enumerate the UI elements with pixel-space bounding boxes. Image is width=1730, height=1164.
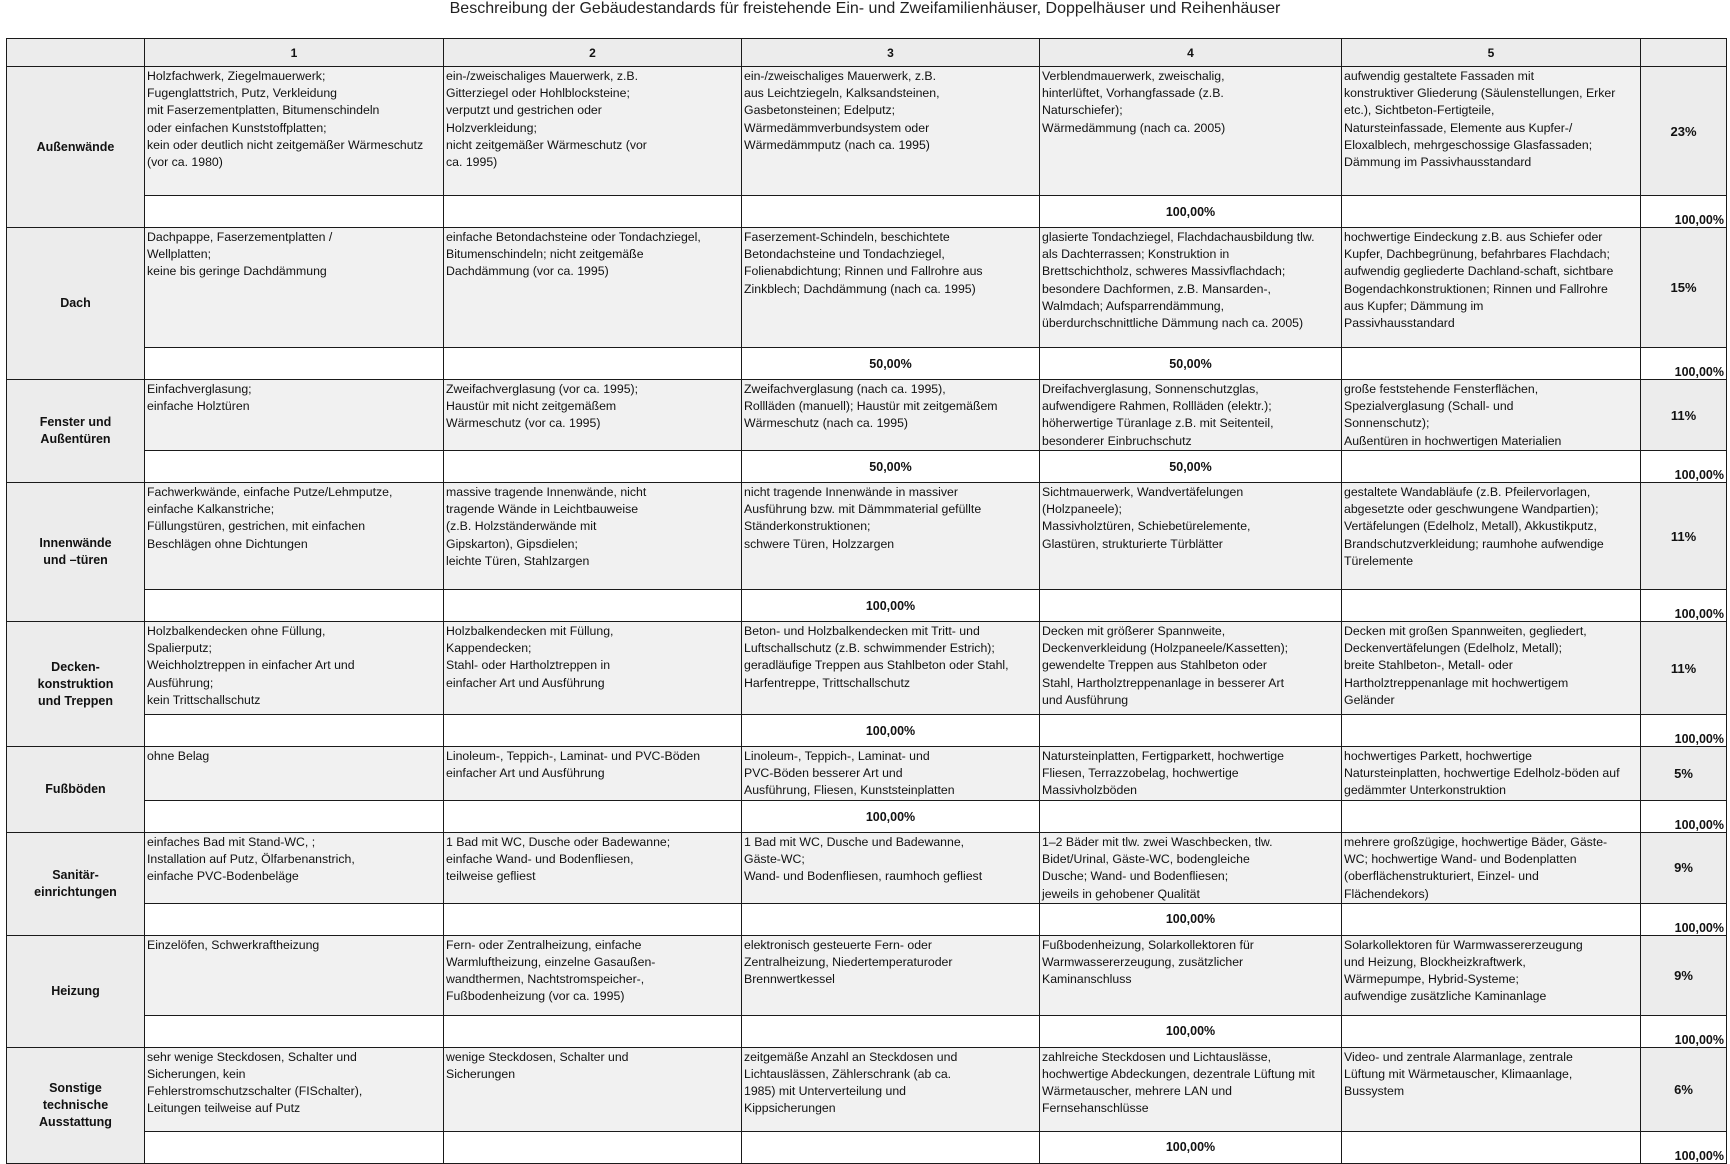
description-text: ohne Belag bbox=[147, 749, 210, 763]
share-level-5 bbox=[1342, 801, 1641, 833]
description-text: elektronisch gesteuerte Fern- oder Zentralheizung, Niedertemperaturoder Brennwertkessel bbox=[744, 937, 953, 987]
share-level-3: 100,00% bbox=[742, 801, 1040, 833]
row-label bbox=[7, 622, 145, 747]
standard-description-level-2 bbox=[444, 228, 742, 348]
share-row bbox=[7, 1131, 1727, 1163]
weight-percentage: 9% bbox=[1641, 833, 1727, 904]
share-level-4: 50,00% bbox=[1040, 348, 1342, 380]
share-row bbox=[7, 348, 1727, 380]
description-text: Video- und zentrale Alarmanlage, zentrale Lüftung mit Wärmetauscher, Klimaanlage, Bussystem bbox=[1344, 1049, 1573, 1099]
share-level-1 bbox=[145, 1015, 444, 1047]
description-text: Sichtmauerwerk, Wandvertäfelungen (Holzpaneele); Massivholztüren, Schiebetürelemente, Glastüren, strukturierte Türblätter bbox=[1042, 485, 1251, 551]
standard-description-level-2 bbox=[444, 935, 742, 1015]
header-level-4: 4 bbox=[1040, 39, 1342, 67]
share-level-3: 100,00% bbox=[742, 715, 1040, 747]
standard-description-level-3 bbox=[742, 67, 1040, 196]
building-standards-table bbox=[6, 38, 1727, 1164]
description-text: Linoleum-, Teppich-, Laminat- und PVC-Böden besserer Art und Ausführung, Fliesen, Kunststeinplatten bbox=[744, 749, 955, 798]
share-level-5 bbox=[1342, 348, 1641, 380]
share-total: 100,00% bbox=[1641, 1015, 1727, 1047]
description-text: große feststehende Fensterflächen, Spezialverglasung (Schall- und Sonnenschutz); Außentüren in hochwertigen Materialien bbox=[1344, 382, 1562, 448]
weight-percentage: 11% bbox=[1641, 622, 1727, 715]
share-row bbox=[7, 715, 1727, 747]
share-level-5 bbox=[1342, 903, 1641, 935]
standard-description-level-2 bbox=[444, 380, 742, 451]
standard-description-level-5 bbox=[1342, 747, 1641, 801]
share-total: 100,00% bbox=[1641, 903, 1727, 935]
standard-description-level-5 bbox=[1342, 67, 1641, 196]
description-text: zeitgemäße Anzahl an Steckdosen und Lichtauslässen, Zählerschrank (ab ca. 1985) mit Unterverteilung und Kippsicherungen bbox=[744, 1049, 958, 1116]
description-text: glasierte Tondachziegel, Flachdachausbildung tlw. als Dachterrassen; Konstruktion in Brettschichtholz, schweres Massivflachdach; besondere Dachformen, z.B. Mansarden-, Walmdach; Aufsparrendämmung, überdurchschnittliche Dämmung nach ca. 2005) bbox=[1042, 230, 1315, 331]
description-text: aufwendig gestaltete Fassaden mit konstruktiver Gliederung (Säulenstellungen, Erker etc.), Sichtbeton-Fertigteile, Natursteinfassade, Elemente aus Kupfer-/ Eloxalblech, mehrgeschossige Glasfassaden; Dämmung im Passivhausstandard bbox=[1344, 69, 1616, 170]
standard-description-level-3 bbox=[742, 747, 1040, 801]
share-level-1 bbox=[145, 348, 444, 380]
description-text: massive tragende Innenwände, nicht tragende Wände in Leichtbauweise (z.B. Holzständerwände mit Gipskarton), Gipsdielen; leichte Türen, Stahlzargen bbox=[446, 485, 647, 568]
standard-description-level-5 bbox=[1342, 935, 1641, 1015]
description-text: hochwertige Eindeckung z.B. aus Schiefer oder Kupfer, Dachbegrünung, befahrbares Flachdach; aufwendig gegliederte Dachland-schaft, sichtbare Bogendachkonstruktionen; Rinnen und Fallrohre aus Kupfer; Dämmung im Passivhausstandard bbox=[1344, 230, 1614, 331]
description-text: gestaltete Wandabläufe (z.B. Pfeilervorlagen, abgesetzte oder geschwungene Wandpartien); Vertäfelungen (Edelholz, Metall), Akkustikputz, Brandschutzverkleidung; raumhohe aufwendige Türelemente bbox=[1344, 485, 1604, 568]
header-row bbox=[7, 39, 1727, 67]
table-row bbox=[7, 67, 1727, 196]
description-text: Decken mit großen Spannweiten, gegliedert, Deckenvertäfelungen (Edelholz, Metall); breite Stahlbeton-, Metall- oder Hartholztreppenanlage mit hochwertigem Geländer bbox=[1344, 624, 1587, 707]
share-level-5 bbox=[1342, 715, 1641, 747]
share-level-1 bbox=[145, 196, 444, 228]
description-text: Dachpappe, Faserzementplatten / Wellplatten; keine bis geringe Dachdämmung bbox=[147, 230, 333, 279]
table-row bbox=[7, 622, 1727, 715]
share-level-3 bbox=[742, 1015, 1040, 1047]
standard-description-level-2 bbox=[444, 833, 742, 904]
share-total: 100,00% bbox=[1641, 1131, 1727, 1163]
description-text: 1–2 Bäder mit tlw. zwei Waschbecken, tlw. Bidet/Urinal, Gäste-WC, bodengleiche Dusche; Wand- und Bodenfliesen; jeweils in gehobener Qualität bbox=[1042, 835, 1273, 901]
share-total: 100,00% bbox=[1641, 348, 1727, 380]
standard-description-level-1 bbox=[145, 1047, 444, 1131]
description-text: Zweifachverglasung (vor ca. 1995); Haustür mit nicht zeitgemäßem Wärmeschutz (vor ca. 1995) bbox=[446, 382, 639, 431]
share-level-1 bbox=[145, 801, 444, 833]
row-label bbox=[7, 228, 145, 380]
standard-description-level-2 bbox=[444, 67, 742, 196]
table-row bbox=[7, 228, 1727, 348]
share-level-5 bbox=[1342, 1131, 1641, 1163]
description-text: einfache Betondachsteine oder Tondachziegel, Bitumenschindeln; nicht zeitgemäße Dachdämmung (vor ca. 1995) bbox=[446, 230, 701, 279]
standard-description-level-5 bbox=[1342, 622, 1641, 715]
standard-description-level-2 bbox=[444, 483, 742, 590]
description-text: Faserzement-Schindeln, beschichtete Betondachsteine und Tondachziegel, Folienabdichtung; Rinnen und Fallrohre aus Zinkblech; Dachdämmung (nach ca. 1995) bbox=[744, 230, 983, 296]
weight-percentage: 11% bbox=[1641, 483, 1727, 590]
description-text: ein-/zweischaliges Mauerwerk, z.B. aus Leichtziegeln, Kalksandsteinen, Gasbetonsteinen; Edelputz; Wärmedämmverbundsystem oder Wärmedämmputz (nach ca. 1995) bbox=[744, 69, 940, 152]
standard-description-level-3 bbox=[742, 483, 1040, 590]
standard-description-level-3 bbox=[742, 622, 1040, 715]
description-text: hochwertiges Parkett, hochwertige Natursteinplatten, hochwertige Edelholz-böden auf gedämmter Unterkonstruktion bbox=[1344, 749, 1620, 798]
description-text: Einfachverglasung; einfache Holztüren bbox=[147, 382, 252, 414]
weight-percentage: 23% bbox=[1641, 67, 1727, 196]
standard-description-level-4 bbox=[1040, 228, 1342, 348]
share-level-2 bbox=[444, 1015, 742, 1047]
weight-percentage: 15% bbox=[1641, 228, 1727, 348]
description-text: Linoleum-, Teppich-, Laminat- und PVC-Böden einfacher Art und Ausführung bbox=[446, 749, 701, 781]
share-level-3: 50,00% bbox=[742, 451, 1040, 483]
share-level-1 bbox=[145, 451, 444, 483]
share-total: 100,00% bbox=[1641, 590, 1727, 622]
share-level-4 bbox=[1040, 590, 1342, 622]
description-text: ein-/zweischaliges Mauerwerk, z.B. Gitterziegel oder Hohlblocksteine; verputzt und gestrichen oder Holzverkleidung; nicht zeitgemäßer Wärmeschutz (vor ca. 1995) bbox=[446, 69, 647, 170]
description-text: Holzfachwerk, Ziegelmauerwerk; Fugenglattstrich, Putz, Verkleidung mit Faserzementplatten, Bitumenschindeln oder einfachen Kunststoffplatten; kein oder deutlich nicht zeitgemäßer Wärmeschutz (vor ca. 1980) bbox=[147, 69, 424, 170]
standard-description-level-3 bbox=[742, 833, 1040, 904]
standard-description-level-1 bbox=[145, 747, 444, 801]
description-text: Solarkollektoren für Warmwassererzeugung und Heizung, Blockheizkraftwerk, Wärmepumpe, Hybrid-Systeme; aufwendige zusätzliche Kaminanlage bbox=[1344, 937, 1583, 1004]
share-row bbox=[7, 903, 1727, 935]
share-level-2 bbox=[444, 801, 742, 833]
standard-description-level-5 bbox=[1342, 380, 1641, 451]
row-label bbox=[7, 833, 145, 936]
row-label bbox=[7, 67, 145, 228]
table-row bbox=[7, 1047, 1727, 1131]
share-level-5 bbox=[1342, 451, 1641, 483]
standard-description-level-5 bbox=[1342, 833, 1641, 904]
share-row bbox=[7, 801, 1727, 833]
share-level-2 bbox=[444, 590, 742, 622]
share-total: 100,00% bbox=[1641, 451, 1727, 483]
share-level-2 bbox=[444, 196, 742, 228]
header-weight bbox=[1641, 39, 1727, 67]
standard-description-level-4 bbox=[1040, 935, 1342, 1015]
share-level-4: 100,00% bbox=[1040, 196, 1342, 228]
standard-description-level-1 bbox=[145, 228, 444, 348]
weight-percentage: 5% bbox=[1641, 747, 1727, 801]
share-level-4 bbox=[1040, 715, 1342, 747]
row-label-text: Decken- konstruktion und Treppen bbox=[37, 659, 114, 708]
share-row bbox=[7, 590, 1727, 622]
description-text: 1 Bad mit WC, Dusche und Badewanne, Gäste-WC; Wand- und Bodenfliesen, raumhoch gefliest bbox=[744, 835, 983, 884]
standard-description-level-3 bbox=[742, 935, 1040, 1015]
description-text: Decken mit größerer Spannweite, Deckenverkleidung (Holzpaneele/Kassetten); gewendelte Treppen aus Stahlbeton oder Stahl, Hartholztreppenanlage in besserer Art und Ausführung bbox=[1042, 624, 1289, 707]
description-text: Holzbalkendecken ohne Füllung, Spalierputz; Weichholztreppen in einfacher Art und Ausführung; kein Trittschallschutz bbox=[147, 624, 355, 707]
description-text: Fußbodenheizung, Solarkollektoren für Warmwassererzeugung, zusätzlicher Kaminanschluss bbox=[1042, 937, 1254, 987]
row-label bbox=[7, 1047, 145, 1163]
description-text: mehrere großzügige, hochwertige Bäder, Gäste- WC; hochwertige Wand- und Bodenplatten (oberflächenstrukturiert, Einzel- und Flächendekors) bbox=[1344, 835, 1608, 901]
share-level-2 bbox=[444, 451, 742, 483]
description-text: Fern- oder Zentralheizung, einfache Warmluftheizung, einzelne Gasaußen- wandthermen, Nachtstromspeicher-, Fußbodenheizung (vor ca. 1995) bbox=[446, 937, 656, 1004]
share-level-4: 100,00% bbox=[1040, 1131, 1342, 1163]
share-row bbox=[7, 196, 1727, 228]
standard-description-level-1 bbox=[145, 935, 444, 1015]
description-text: sehr wenige Steckdosen, Schalter und Sicherungen, kein Fehlerstromschutzschalter (FISchalter), Leitungen teilweise auf Putz bbox=[147, 1049, 363, 1116]
description-text: Zweifachverglasung (nach ca. 1995), Rollläden (manuell); Haustür mit zeitgemäßem Wärmeschutz (nach ca. 1995) bbox=[744, 382, 998, 431]
header-level-1: 1 bbox=[145, 39, 444, 67]
share-level-3 bbox=[742, 1131, 1040, 1163]
description-text: Holzbalkendecken mit Füllung, Kappendecken; Stahl- oder Hartholztreppen in einfacher Art und Ausführung bbox=[446, 624, 614, 690]
table-row bbox=[7, 380, 1727, 451]
standard-description-level-3 bbox=[742, 380, 1040, 451]
row-label bbox=[7, 747, 145, 833]
standard-description-level-1 bbox=[145, 67, 444, 196]
share-total: 100,00% bbox=[1641, 715, 1727, 747]
row-label-text: Außenwände bbox=[36, 139, 115, 154]
share-level-1 bbox=[145, 1131, 444, 1163]
description-text: Dreifachverglasung, Sonnenschutzglas, aufwendigere Rahmen, Rollläden (elektr.); höherwertige Türanlage z.B. mit Seitenteil, besonderer Einbruchschutz bbox=[1042, 382, 1274, 448]
description-text: einfaches Bad mit Stand-WC, ; Installation auf Putz, Ölfarbenanstrich, einfache PVC-Bodenbeläge bbox=[147, 835, 355, 884]
header-level-3: 3 bbox=[742, 39, 1040, 67]
standard-description-level-4 bbox=[1040, 747, 1342, 801]
share-level-2 bbox=[444, 348, 742, 380]
description-text: 1 Bad mit WC, Dusche oder Badewanne; einfache Wand- und Bodenfliesen, teilweise gefliest bbox=[446, 835, 671, 884]
header-level-2: 2 bbox=[444, 39, 742, 67]
row-label-text: Innenwände und –türen bbox=[39, 536, 112, 567]
share-level-1 bbox=[145, 590, 444, 622]
share-level-5 bbox=[1342, 590, 1641, 622]
share-level-2 bbox=[444, 715, 742, 747]
share-level-2 bbox=[444, 1131, 742, 1163]
description-text: zahlreiche Steckdosen und Lichtauslässe, hochwertige Abdeckungen, dezentrale Lüftung mit Wärmetauscher, mehrere LAN und Fernsehanschlüsse bbox=[1042, 1049, 1315, 1116]
share-level-3: 50,00% bbox=[742, 348, 1040, 380]
row-label-text: Dach bbox=[60, 296, 91, 310]
share-total: 100,00% bbox=[1641, 196, 1727, 228]
description-text: Einzelöfen, Schwerkraftheizung bbox=[147, 937, 320, 952]
share-level-4: 50,00% bbox=[1040, 451, 1342, 483]
row-label-text: Sanitär- einrichtungen bbox=[34, 867, 117, 899]
share-level-4 bbox=[1040, 801, 1342, 833]
row-label-text: Heizung bbox=[51, 983, 100, 998]
table-row bbox=[7, 935, 1727, 1015]
standard-description-level-4 bbox=[1040, 67, 1342, 196]
share-level-4: 100,00% bbox=[1040, 903, 1342, 935]
standard-description-level-5 bbox=[1342, 483, 1641, 590]
weight-percentage: 11% bbox=[1641, 380, 1727, 451]
standard-description-level-5 bbox=[1342, 228, 1641, 348]
row-label-text: Fenster und Außentüren bbox=[39, 415, 112, 446]
description-text: wenige Steckdosen, Schalter und Sicherungen bbox=[446, 1049, 629, 1082]
share-row bbox=[7, 451, 1727, 483]
row-label bbox=[7, 935, 145, 1047]
document-title: Beschreibung der Gebäudestandards für freistehende Ein- und Zweifamilienhäuser, Doppelhäuser und Reihenhäuser bbox=[449, 0, 1281, 17]
standard-description-level-4 bbox=[1040, 622, 1342, 715]
description-text: Natursteinplatten, Fertigparkett, hochwertige Fliesen, Terrazzobelag, hochwertige Massivholzböden bbox=[1042, 749, 1284, 798]
description-text: Verblendmauerwerk, zweischalig, hinterlüftet, Vorhangfassade (z.B. Naturschiefer); Wärmedämmung (nach ca. 2005) bbox=[1042, 69, 1226, 135]
share-total: 100,00% bbox=[1641, 801, 1727, 833]
table-row bbox=[7, 483, 1727, 590]
standard-description-level-4 bbox=[1040, 483, 1342, 590]
standard-description-level-4 bbox=[1040, 380, 1342, 451]
row-label-text: Fußböden bbox=[45, 782, 106, 796]
table-row bbox=[7, 833, 1727, 904]
standard-description-level-2 bbox=[444, 1047, 742, 1131]
share-level-5 bbox=[1342, 1015, 1641, 1047]
weight-percentage: 6% bbox=[1641, 1047, 1727, 1131]
weight-percentage: 9% bbox=[1641, 935, 1727, 1015]
table-row bbox=[7, 747, 1727, 801]
standard-description-level-1 bbox=[145, 622, 444, 715]
description-text: Beton- und Holzbalkendecken mit Tritt- und Luftschallschutz (z.B. schwimmender Estrich); geradläufige Treppen aus Stahlbeton oder Stahl, Harfentreppe, Trittschallschutz bbox=[744, 624, 1009, 690]
standard-description-level-5 bbox=[1342, 1047, 1641, 1131]
share-level-1 bbox=[145, 903, 444, 935]
row-label bbox=[7, 380, 145, 483]
row-label-text: Sonstige technische Ausstattung bbox=[39, 1080, 112, 1129]
table-body bbox=[7, 39, 1727, 1164]
standard-description-level-2 bbox=[444, 747, 742, 801]
standard-description-level-4 bbox=[1040, 1047, 1342, 1131]
standard-description-level-1 bbox=[145, 833, 444, 904]
share-level-5 bbox=[1342, 196, 1641, 228]
share-level-1 bbox=[145, 715, 444, 747]
standard-description-level-3 bbox=[742, 228, 1040, 348]
row-label bbox=[7, 483, 145, 622]
description-text: Fachwerkwände, einfache Putze/Lehmputze, einfache Kalkanstriche; Füllungstüren, gestrichen, mit einfachen Beschlägen ohne Dichtungen bbox=[147, 485, 393, 551]
standard-description-level-3 bbox=[742, 1047, 1040, 1131]
share-level-3 bbox=[742, 196, 1040, 228]
standard-description-level-1 bbox=[145, 380, 444, 451]
standard-description-level-4 bbox=[1040, 833, 1342, 904]
share-level-3 bbox=[742, 903, 1040, 935]
share-level-3: 100,00% bbox=[742, 590, 1040, 622]
share-level-2 bbox=[444, 903, 742, 935]
share-row bbox=[7, 1015, 1727, 1047]
description-text: nicht tragende Innenwände in massiver Ausführung bzw. mit Dämmmaterial gefüllte Ständerkonstruktionen; schwere Türen, Holzzargen bbox=[744, 485, 982, 551]
header-corner bbox=[7, 39, 145, 67]
standard-description-level-2 bbox=[444, 622, 742, 715]
share-level-4: 100,00% bbox=[1040, 1015, 1342, 1047]
header-level-5: 5 bbox=[1342, 39, 1641, 67]
standard-description-level-1 bbox=[145, 483, 444, 590]
